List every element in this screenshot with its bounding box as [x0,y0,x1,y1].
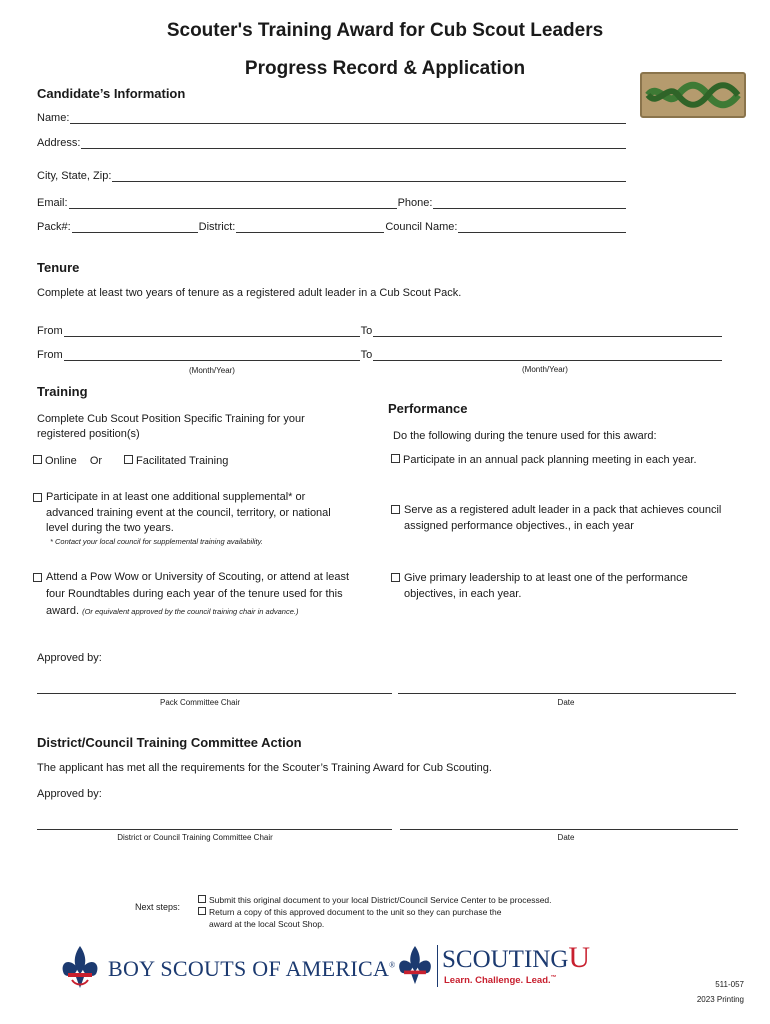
performance-item-1-checkbox[interactable] [391,454,400,463]
city-label: City, State, Zip: [37,170,112,182]
bsa-reg-mark: ® [389,960,396,970]
performance-heading: Performance [388,401,468,416]
pack-label: Pack#: [37,221,71,233]
performance-item-2 [391,502,731,534]
facilitated-option[interactable] [124,455,228,467]
next-step-2-cont: award at the local Scout Shop. [209,919,325,929]
online-option[interactable] [33,455,102,467]
facilitated-checkbox[interactable] [124,455,133,464]
next-steps-list [198,894,552,930]
next-step-1-checkbox [198,895,206,903]
performance-item-3-checkbox[interactable] [391,573,400,582]
tagline-text: Learn. Challenge. Lead. [444,975,551,987]
to-field-1[interactable] [373,325,722,337]
city-state-zip-field[interactable] [37,170,627,182]
committee-date-caption: Date [557,833,575,842]
district-label: District: [198,221,236,233]
to-label: To [360,349,373,361]
training-item-3-checkbox[interactable] [33,573,42,582]
pack-chair-signature-line[interactable] [37,693,392,694]
scoutingu-divider [437,945,438,987]
email-label: Email: [37,197,68,209]
online-checkbox[interactable] [33,455,42,464]
district-field[interactable] [236,221,384,233]
scouting-u-letter: U [568,941,591,974]
next-step-2-checkbox [198,907,206,915]
printing-year: 2023 Printing [696,995,744,1004]
from-field-2[interactable] [64,349,360,361]
month-year-caption-left: (Month/Year) [189,366,235,375]
scoutingu-wordmark [442,941,591,974]
committee-text: The applicant has met all the requirements for the Scouter’s Training Award for Cub Scouting. [37,762,492,774]
address-label: Address: [37,137,81,149]
address-field[interactable] [37,137,627,149]
scoutingu-tagline [444,975,557,986]
next-steps-label: Next steps: [135,902,181,912]
title-line-2: Progress Record & Application [244,58,526,79]
bsa-text: BOY SCOUTS OF AMERICA [108,956,390,981]
committee-chair-signature-line[interactable] [37,829,392,830]
training-intro: Complete Cub Scout Position Specific Training for your registered position(s) [37,413,305,440]
name-label: Name: [37,112,70,124]
approved-by-label-2: Approved by: [37,788,102,800]
to-label: To [360,325,373,337]
performance-item-3 [391,570,731,602]
performance-item-3-text: Give primary leadership to at least one of the performance objectives, in each year. [404,572,688,600]
pack-field[interactable] [72,221,198,233]
performance-item-2-checkbox[interactable] [391,505,400,514]
council-label: Council Name: [385,221,458,233]
training-item-2 [33,490,343,537]
tagline-tm: ™ [550,975,557,981]
phone-label: Phone: [397,197,433,209]
tenure-row-2 [37,349,723,361]
supplemental-note: * Contact your local council for supplemental training availability. [50,537,263,546]
committee-date-line[interactable] [400,829,738,830]
scouting-text: SCOUTING [442,946,569,973]
or-label: Or [89,455,103,467]
pack-date-line[interactable] [398,693,736,694]
performance-item-2-text: Serve as a registered adult leader in a pack that achieves council assigned performance objectives., in each year [404,504,722,532]
performance-item-1-text: Participate in an annual pack planning meeting in each year. [403,454,697,466]
bsa-wordmark [108,956,396,982]
committee-chair-caption: District or Council Training Committee Chair [117,833,273,842]
from-label: From [37,325,63,337]
form-code: 511-057 [715,980,744,989]
knot-patch-icon [640,72,746,118]
from-label: From [37,349,63,361]
pack-chair-caption: Pack Committee Chair [159,698,241,707]
online-label: Online [45,455,77,467]
pack-date-caption: Date [557,698,575,707]
next-step-1: Submit this original document to your local District/Council Service Center to be processed. [209,895,552,905]
training-item-3-text: Attend a Pow Wow or University of Scouting, or attend at least four Roundtables during each year of the tenure used for this award. [46,571,350,617]
title-line-1: Scouter's Training Award for Cub Scout Leaders [166,20,604,41]
name-field[interactable] [37,112,627,124]
tenure-text: Complete at least two years of tenure as a registered adult leader in a Cub Scout Pack. [37,287,462,299]
training-item-2-checkbox[interactable] [33,493,42,502]
approved-by-label-1: Approved by: [37,652,102,664]
candidate-heading: Candidate’s Information [37,86,186,101]
pack-district-council-row [37,221,627,233]
training-item-3-note: (Or equivalent approved by the council training chair in advance.) [82,607,299,616]
phone-field[interactable] [433,197,626,209]
training-heading: Training [37,384,88,399]
to-field-2[interactable] [373,349,722,361]
bsa-fleur-de-lis-icon [58,944,102,992]
committee-heading: District/Council Training Committee Action [37,735,302,750]
training-item-2-text: Participate in at least one additional supplemental* or advanced training event at the council, territory, or national level during the two years. [46,491,331,534]
tenure-row-1 [37,325,723,337]
performance-item-1 [391,454,731,466]
facilitated-label: Facilitated Training [136,455,229,467]
email-phone-row [37,197,627,209]
tenure-heading: Tenure [37,260,80,275]
scoutingu-fleur-de-lis-icon [395,944,435,988]
email-field[interactable] [69,197,397,209]
from-field-1[interactable] [64,325,360,337]
month-year-caption-right: (Month/Year) [522,365,568,374]
training-item-3 [33,569,363,620]
performance-intro: Do the following during the tenure used for this award: [393,430,657,442]
council-field[interactable] [458,221,626,233]
next-step-2: Return a copy of this approved document to the unit so they can purchase the [209,907,502,917]
